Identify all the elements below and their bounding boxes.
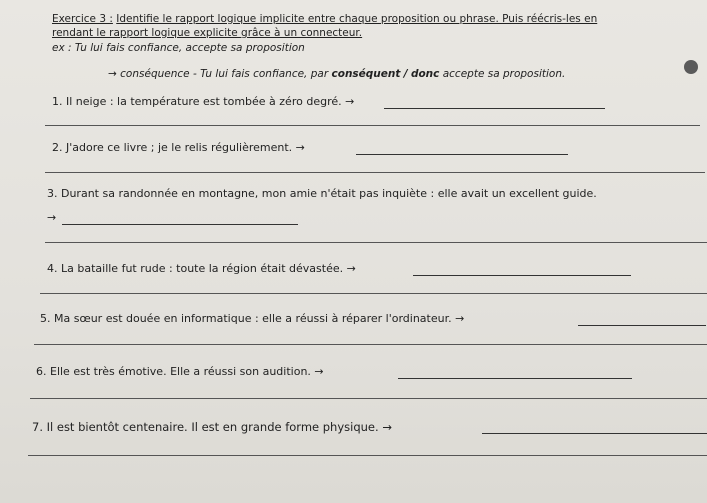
question-2: 2. J'adore ce livre ; je le relis régulièrement. → — [52, 141, 305, 154]
answer-line-4[interactable] — [40, 293, 707, 294]
exercise-instruction: Identifie le rapport logique implicite entre chaque proposition ou phrase. Puis réécris-les en — [116, 13, 598, 25]
consequence-end: accepte sa proposition. — [442, 68, 566, 80]
exercise-title — [52, 13, 597, 26]
answer-blank-3[interactable] — [62, 224, 298, 225]
connector-separator: / — [403, 68, 408, 80]
answer-line-2[interactable] — [45, 172, 705, 173]
answer-line-6[interactable] — [30, 398, 707, 399]
exercise-number: Exercice 3 : — [52, 13, 113, 25]
answer-line-7[interactable] — [28, 455, 707, 456]
answer-blank-6[interactable] — [398, 378, 632, 379]
question-4: 4. La bataille fut rude : toute la région était dévastée. → — [47, 262, 356, 275]
question-7: 7. Il est bientôt centenaire. Il est en grande forme physique. → — [32, 420, 392, 434]
answer-blank-7[interactable] — [482, 433, 707, 434]
answer-blank-1[interactable] — [384, 108, 605, 109]
answer-blank-5[interactable] — [578, 325, 706, 326]
question-1: 1. Il neige : la température est tombée à zéro degré. → — [52, 95, 355, 108]
answer-blank-4[interactable] — [413, 275, 631, 276]
answer-blank-2[interactable] — [356, 154, 568, 155]
answer-line-3[interactable] — [45, 242, 707, 243]
question-6: 6. Elle est très émotive. Elle a réussi son audition. → — [36, 365, 324, 378]
answer-line-1[interactable] — [45, 125, 700, 126]
example-consequence — [108, 68, 565, 80]
arrow-icon: → — [108, 68, 117, 80]
answer-line-5[interactable] — [34, 344, 707, 345]
question-5: 5. Ma sœur est douée en informatique : elle a réussi à réparer l'ordinateur. → — [40, 312, 465, 325]
exercise-instruction-line2: rendant le rapport logique explicite grâce à un connecteur. — [52, 27, 363, 39]
connector-2: donc — [410, 68, 440, 80]
consequence-text: conséquence - Tu lui fais confiance, par — [120, 68, 329, 80]
question-3-arrow: → — [47, 211, 57, 224]
example-line: ex : Tu lui fais confiance, accepte sa proposition — [52, 42, 305, 54]
question-3: 3. Durant sa randonnée en montagne, mon amie n'était pas inquiète : elle avait un excellent guide. — [47, 187, 597, 200]
connector-1: conséquent — [331, 68, 401, 80]
hole-punch-mark — [684, 60, 698, 74]
